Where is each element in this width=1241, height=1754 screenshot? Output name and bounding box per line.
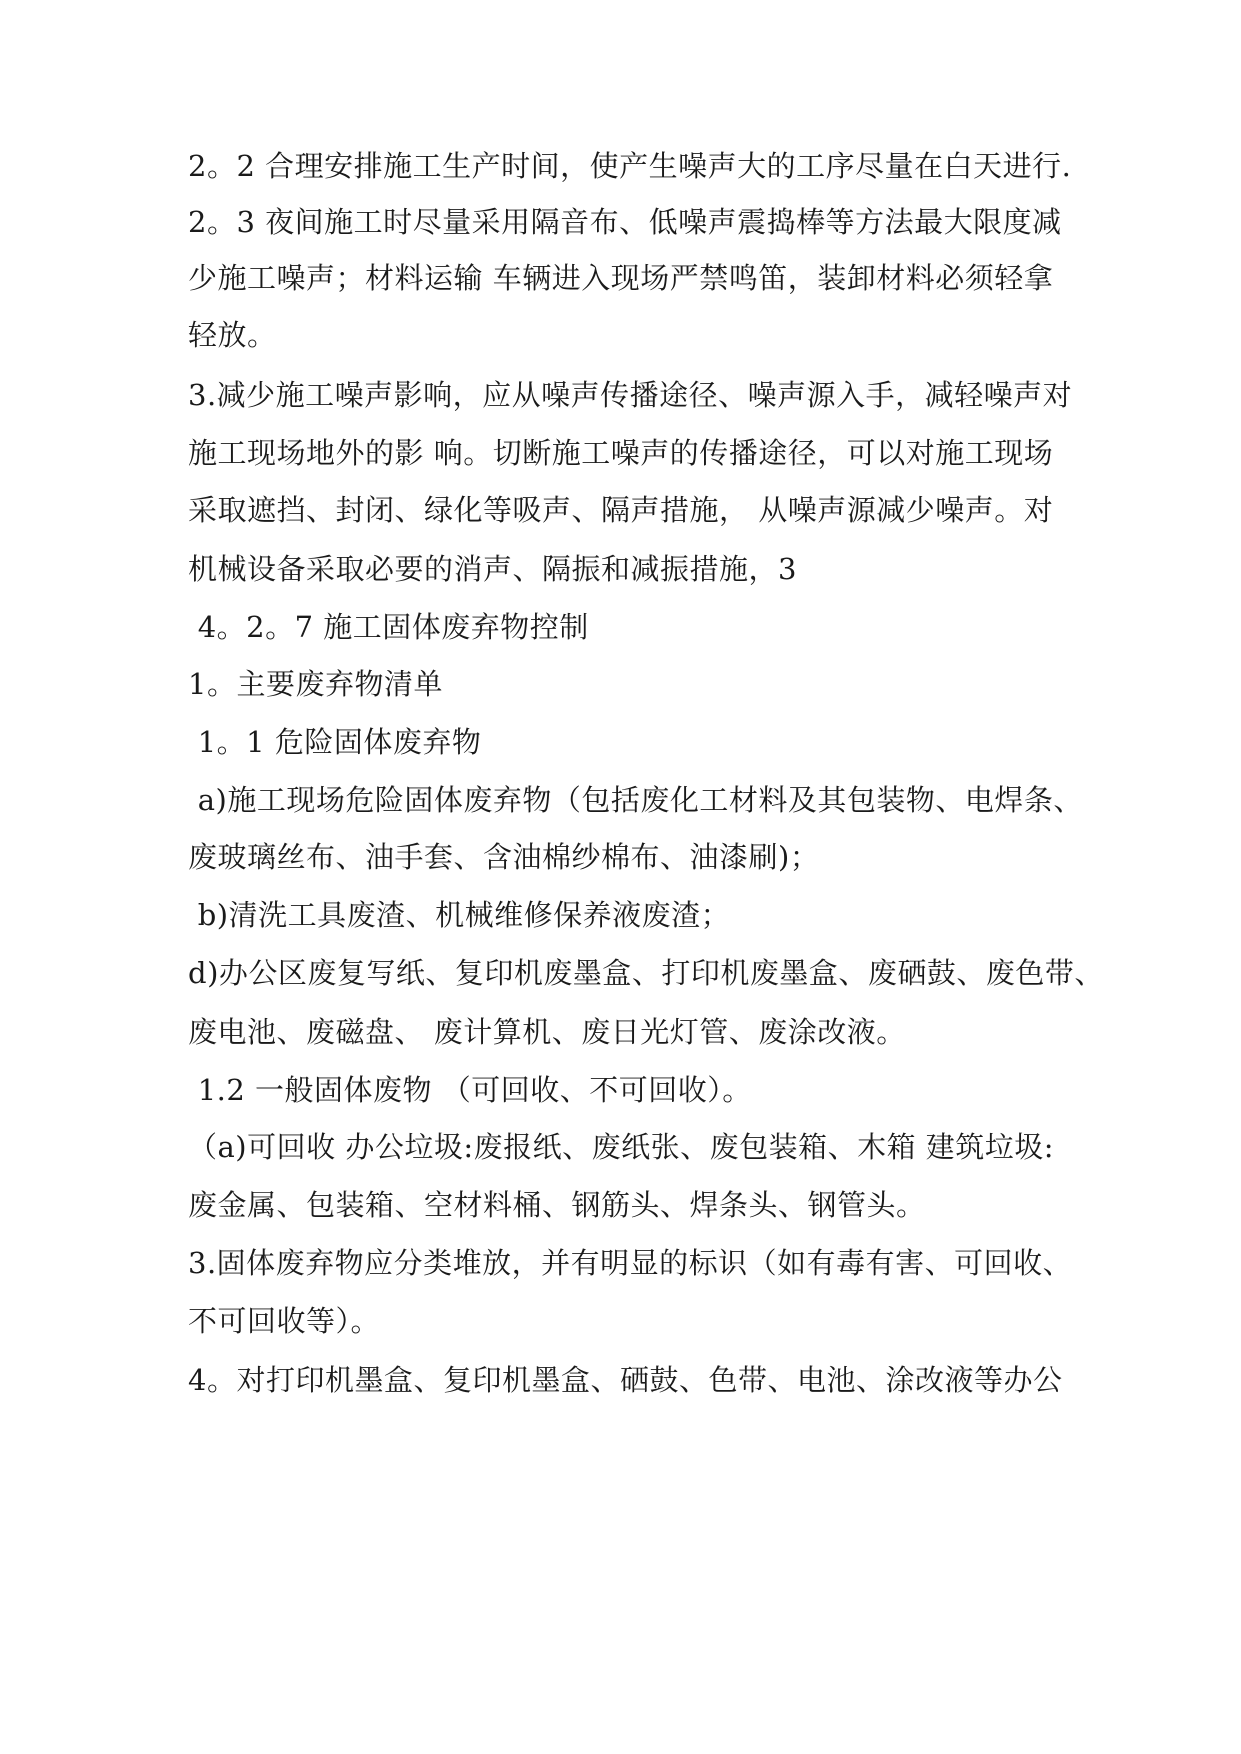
text-line: 施工现场地外的影 响。切断施工噪声的传播途径，可以对施工现场 [188, 436, 1054, 470]
text-line: （a)可回收 办公垃圾:废报纸、废纸张、废包装箱、木箱 建筑垃圾: [188, 1130, 1055, 1164]
text-line: 3.减少施工噪声影响，应从噪声传播途径、噪声源入手，减轻噪声对 [188, 378, 1073, 412]
text-line: 1.2 一般固体废物 （可回收、不可回收）。 [188, 1073, 752, 1107]
text-line: b)清洗工具废渣、机械维修保养液废渣； [188, 898, 731, 932]
text-line: 2。3 夜间施工时尽量采用隔音布、低噪声震捣棒等方法最大限度减 [188, 205, 1062, 239]
text-line: 2。2 合理安排施工生产时间，使产生噪声大的工序尽量在白天进行. [188, 149, 1072, 183]
text-line: d)办公区废复写纸、复印机废墨盒、打印机废墨盒、废硒鼓、废色带、 [188, 956, 1104, 990]
text-line: 废金属、包装箱、空材料桶、钢筋头、焊条头、钢管头。 [188, 1188, 926, 1222]
text-line: 废玻璃丝布、油手套、含油棉纱棉布、油漆刷)； [188, 840, 820, 874]
text-line: 1。1 危险固体废弃物 [188, 725, 482, 759]
text-line: 轻放。 [188, 318, 277, 352]
text-line: 废电池、废磁盘、 废计算机、废日光灯管、废涂改液。 [188, 1015, 906, 1049]
text-line: 机械设备采取必要的消声、隔振和减振措施，3 [188, 552, 797, 586]
text-line: a)施工现场危险固体废弃物（包括废化工材料及其包装物、电焊条、 [188, 783, 1083, 817]
section-heading: 4。2。7 施工固体废弃物控制 [188, 610, 589, 644]
text-line: 4。对打印机墨盒、复印机墨盒、硒鼓、色带、电池、涂改液等办公 [188, 1363, 1063, 1397]
text-line: 1。主要废弃物清单 [188, 667, 443, 701]
text-line: 不可回收等）。 [188, 1304, 381, 1338]
text-line: 少施工噪声；材料运输 车辆进入现场严禁鸣笛，装卸材料必须轻拿 [188, 261, 1054, 295]
text-line: 采取遮挡、封闭、绿化等吸声、隔声措施， 从噪声源减少噪声。对 [188, 493, 1054, 527]
text-line: 3.固体废弃物应分类堆放，并有明显的标识（如有毒有害、可回收、 [188, 1246, 1073, 1280]
